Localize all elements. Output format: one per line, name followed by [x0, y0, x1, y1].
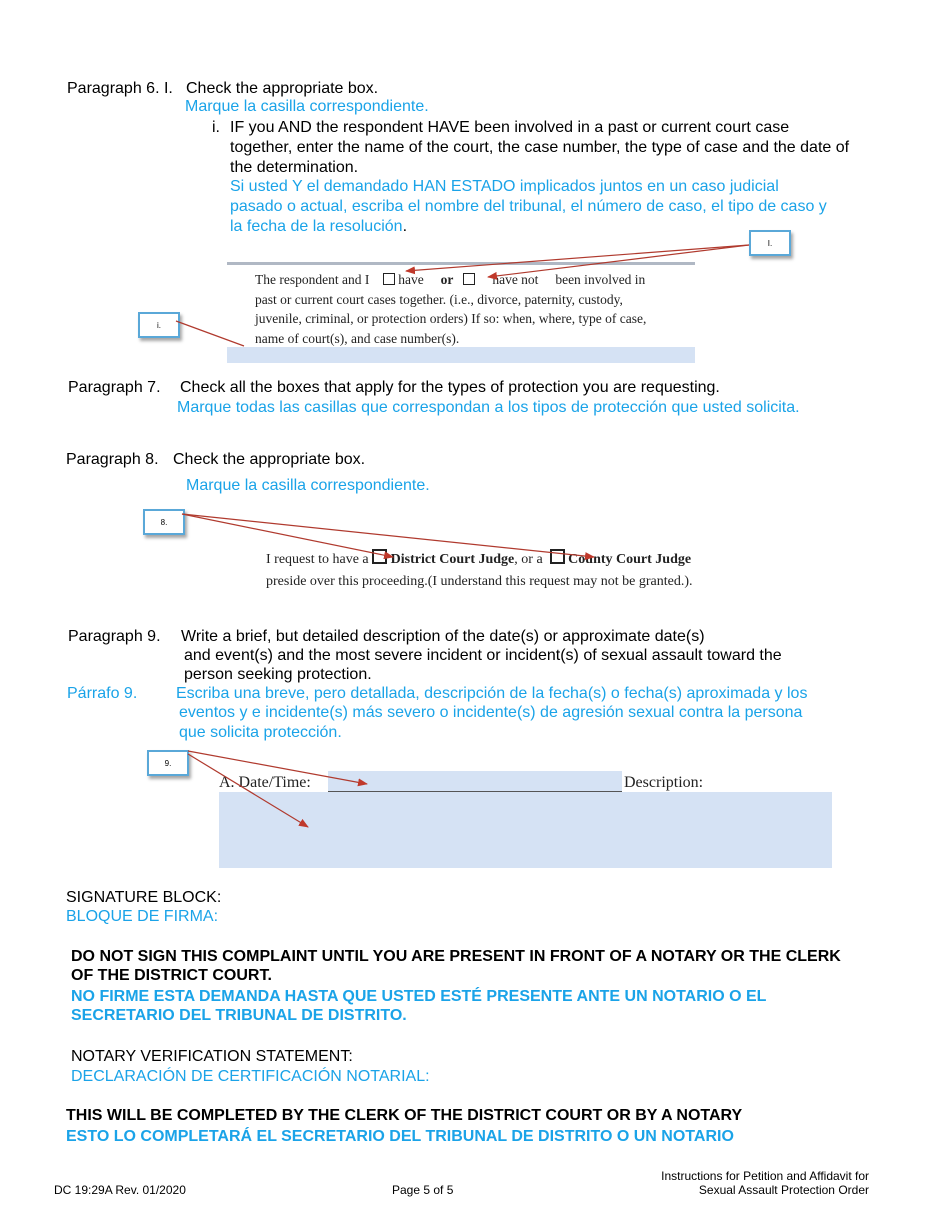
- signature-warning-es-line2: SECRETARIO DEL TRIBUNAL DE DISTRITO.: [71, 1007, 407, 1024]
- signature-heading-es: BLOQUE DE FIRMA:: [66, 908, 219, 925]
- description-field: [219, 792, 832, 868]
- date-time-label: A. Date/Time:: [219, 774, 311, 791]
- p9-es-line3: que solicita protección.: [179, 724, 342, 741]
- notary-heading-es: DECLARACIÓN DE CERTIFICACIÓN NOTARIAL:: [71, 1068, 430, 1085]
- p6-form-line4: name of court(s), and case number(s).: [255, 330, 460, 346]
- p6-form-snippet: [227, 262, 695, 363]
- signature-warning-line1: DO NOT SIGN THIS COMPLAINT UNTIL YOU ARE PRESENT IN FRONT OF A NOTARY OR THE CLERK: [71, 948, 841, 965]
- p6-form-line2: past or current court cases together. (i.e., divorce, paternity, custody,: [255, 291, 623, 307]
- p6-instruction-es: Marque la casilla correspondiente.: [185, 98, 429, 115]
- have-checkbox: [383, 273, 395, 285]
- p9-label-es: Párrafo 9.: [67, 685, 138, 702]
- p9-line3: person seeking protection.: [184, 666, 372, 683]
- callout-9: 9.: [147, 750, 189, 776]
- p6-sub-es-line2: pasado o actual, escriba el nombre del tribunal, el número de caso, el tipo de caso y: [230, 198, 827, 215]
- p8-instruction: Check the appropriate box.: [173, 451, 366, 468]
- callout-8: 8.: [143, 509, 185, 535]
- signature-warning-es-line1: NO FIRME ESTA DEMANDA HASTA QUE USTED ESTÉ PRESENTE ANTE UN NOTARIO O EL: [71, 988, 767, 1005]
- p9-label: Paragraph 9.: [68, 628, 161, 645]
- p8-instruction-es: Marque la casilla correspondiente.: [186, 477, 430, 494]
- have-not-checkbox: [463, 273, 475, 285]
- p6-sub-es-line3: la fecha de la resolución.: [230, 218, 408, 235]
- notary-note-es: ESTO LO COMPLETARÁ EL SECRETARIO DEL TRIBUNAL DE DISTRITO O UN NOTARIO: [66, 1128, 734, 1145]
- p6-instruction: Check the appropriate box.: [186, 80, 379, 97]
- p6-form-line3: juvenile, criminal, or protection orders) If so: when, where, type of case,: [255, 311, 647, 326]
- p9-line2: and event(s) and the most severe incident or incident(s) of sexual assault toward the: [184, 647, 782, 664]
- p6-sub-line1: IF you AND the respondent HAVE been involved in a past or current court case: [230, 119, 790, 136]
- p9-es-line1: Escriba una breve, pero detallada, descripción de la fecha(s) o fecha(s) aproximada y los: [176, 685, 808, 702]
- district-judge-checkbox: [372, 549, 387, 564]
- p6-sub-line2: together, enter the name of the court, the case number, the type of case and the date of: [230, 139, 850, 156]
- footer-title-line2: Sexual Assault Protection Order: [698, 1183, 869, 1197]
- p8-form-line1: I request to have a District Court Judge, or a County Court Judge: [266, 549, 691, 570]
- footer-page-number: Page 5 of 5: [392, 1183, 454, 1197]
- p6-sub-line3: the determination.: [230, 159, 359, 176]
- county-judge-checkbox: [550, 549, 565, 564]
- callout-i: i.: [138, 312, 180, 338]
- p7-label: Paragraph 7.: [68, 379, 161, 396]
- description-label: Description:: [624, 774, 704, 791]
- footer-title-line1: Instructions for Petition and Affidavit for: [661, 1169, 869, 1183]
- p6-label: Paragraph 6. I.: [67, 80, 173, 97]
- p7-instruction: Check all the boxes that apply for the types of protection you are requesting.: [180, 379, 720, 396]
- p6-form-line1: The respondent and I have or have not been involved in: [255, 272, 646, 287]
- p9-line1: Write a brief, but detailed description of the date(s) or approximate date(s): [181, 628, 705, 645]
- signature-warning-line2: OF THE DISTRICT COURT.: [71, 967, 272, 984]
- p6-sub-es-line1: Si usted Y el demandado HAN ESTADO implicados juntos en un caso judicial: [230, 178, 779, 195]
- p9-es-line2: eventos y e incidente(s) más severo o incidente(s) de agresión sexual contra la persona: [179, 704, 803, 721]
- footer-form-id: DC 19:29A Rev. 01/2020: [54, 1183, 186, 1197]
- notary-heading: NOTARY VERIFICATION STATEMENT:: [71, 1048, 353, 1065]
- p6-form-field: [227, 347, 695, 363]
- notary-note: THIS WILL BE COMPLETED BY THE CLERK OF THE DISTRICT COURT OR BY A NOTARY: [66, 1107, 743, 1124]
- p8-form-line2: preside over this proceeding.(I understand this request may not be granted.).: [266, 574, 693, 589]
- p6-sub-label: i.: [212, 119, 220, 136]
- date-time-field: [328, 771, 622, 792]
- p8-label: Paragraph 8.: [66, 451, 159, 468]
- signature-heading: SIGNATURE BLOCK:: [66, 889, 222, 906]
- callout-I: I.: [749, 230, 791, 256]
- p7-instruction-es: Marque todas las casillas que correspondan a los tipos de protección que usted solicita.: [177, 399, 800, 416]
